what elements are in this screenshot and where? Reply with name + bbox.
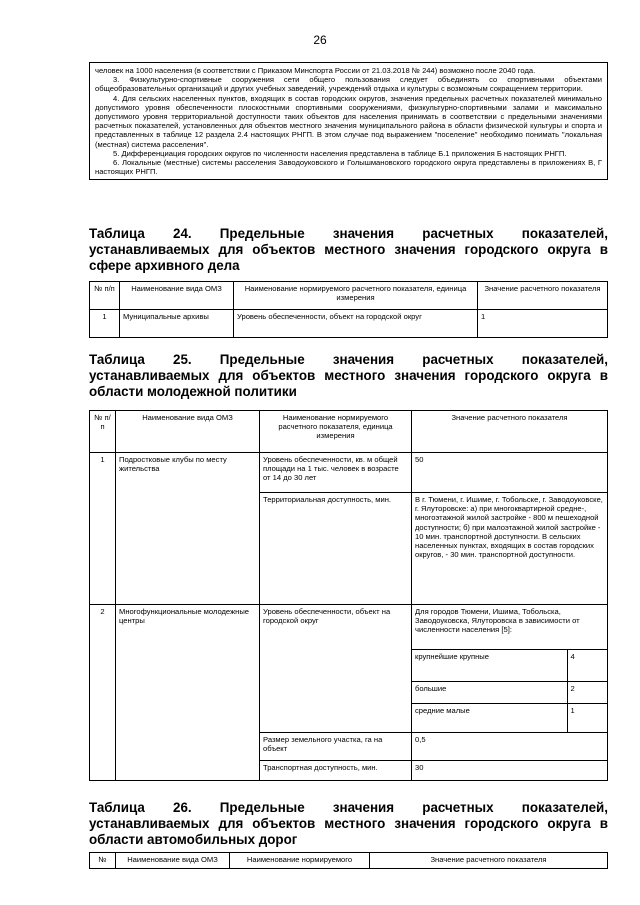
table24-heading: Таблица 24. Предельные значения расчетных показателей, устанавливаемых для объектов местного значения городского округа в сфере архивного дела [89,226,608,273]
sub-label: большие [412,682,567,704]
col-indicator: Наименование нормируемого расчетного показателя, единица измерения [234,282,478,310]
sub-label: крупнейшие крупные [412,650,567,682]
table-header-row [90,282,608,310]
table-header-row [90,411,608,453]
table-row [90,310,608,338]
population-subtable [412,649,607,732]
table26-heading: Таблица 26. Предельные значения расчетных показателей, устанавливаемых для объектов местного значения городского округа в области автомобильных дорог [89,800,608,847]
col-omz: Наименование вида ОМЗ [116,853,230,869]
table-row [90,605,608,733]
row-value: Для городов Тюмени, Ишима, Тобольска, Заводоуковска, Ялуторовска в зависимости от численности населения [5]: [415,607,580,635]
row-indicator: Уровень обеспеченности, объект на городской округ [234,310,478,338]
row-omz: Подростковые клубы по месту жительства [116,453,260,605]
row-value-group [412,605,608,733]
note-6: 6. Локальные (местные) системы расселения Заводоуковского и Голышмановского городского округа представлены в приложениях В, Г настоящих РНГП. [95,158,602,177]
subtable-row [412,682,607,704]
table24 [89,281,608,338]
row-num: 1 [90,453,116,605]
row-indicator: Уровень обеспеченности, кв. м общей площади на 1 тыс. человек в возрасте от 14 до 30 лет [260,453,412,493]
col-num: № [90,853,116,869]
col-omz: Наименование вида ОМЗ [120,282,234,310]
table25 [89,410,608,781]
row-value: 30 [412,760,608,780]
note-5: 5. Дифференциация городских округов по численности населения представлена в таблице Б.1 приложения Б настоящих РНГП. [113,148,567,158]
row-indicator: Транспортная доступность, мин. [260,760,412,780]
subtable-row [412,704,607,732]
sub-label: средние малые [412,704,567,732]
sub-value: 2 [567,682,607,704]
row-indicator: Уровень обеспеченности, объект на городской округ [260,605,412,733]
note-3: 3. Физкультурно-спортивные сооружения сети общего пользования следует объединять со спортивными объектами общеобразовательных организаций и других учебных заведений, учреждений отдыха и культуры с возможным сокращением территории. [95,75,602,94]
col-indicator: Наименование нормируемого расчетного показателя, единица измерения [260,411,412,453]
row-value: 1 [478,310,608,338]
col-omz: Наименование вида ОМЗ [116,411,260,453]
row-indicator: Территориальная доступность, мин. [260,493,412,605]
notes-box [89,62,608,180]
sub-value: 4 [567,650,607,682]
col-indicator: Наименование нормируемого [230,853,370,869]
sub-value: 1 [567,704,607,732]
col-num: № п/п [90,282,120,310]
col-num: № п/п [90,411,116,453]
table25-heading: Таблица 25. Предельные значения расчетных показателей, устанавливаемых для объектов местного значения городского округа в области молодежной политики [89,352,608,399]
row-indicator: Размер земельного участка, га на объект [260,732,412,760]
row-omz: Муниципальные архивы [120,310,234,338]
col-value: Значение расчетного показателя [412,411,608,453]
row-value: В г. Тюмени, г. Ишиме, г. Тобольске, г. Заводоуковске, г. Ялуторовске: а) при многоквартирной средне-, многоэтажной жилой застройке - 800 м пешеходной доступности; б) при малоэтажной жилой застройке - 10 мин. транспортной доступности. В сельских населенных пунктах, входящих в состав городских округов, - 30 мин. транспортной доступности. [412,493,608,605]
row-value: 50 [412,453,608,493]
subtable-row [412,650,607,682]
note-4: 4. Для сельских населенных пунктов, входящих в состав городских округов, значения предельных расчетных показателей минимально допустимого уровня обеспеченности плоскостными спортивными сооружениями, физкультурно-спортивными залами и максимально допустимого уровня территориальной доступности таких объектов для населения принимать в соответствии с предельными значениями расчетных показателей, установленных для объектов местного значения муниципального района в области физической культуры и спорта и представленных в таблице 12 раздела 2.4 настоящих РНГП. В этом случае под выражением "поселение" необходимо понимать "локальная (местная) система расселения". [95,93,602,149]
row-num: 1 [90,310,120,338]
row-omz: Многофункциональные молодежные центры [116,605,260,781]
col-value: Значение расчетного показателя [370,853,608,869]
table-header-row [90,853,608,869]
table-row [90,453,608,493]
table26 [89,852,608,869]
row-num: 2 [90,605,116,781]
row-value: 0,5 [412,732,608,760]
page-number: 26 [313,33,327,47]
notes-cell [90,63,608,180]
note-line0: человек на 1000 населения (в соответствии с Приказом Минспорта России от 21.03.2018 № 244) возможно после 2040 года. [95,66,536,75]
col-value: Значение расчетного показателя [478,282,608,310]
